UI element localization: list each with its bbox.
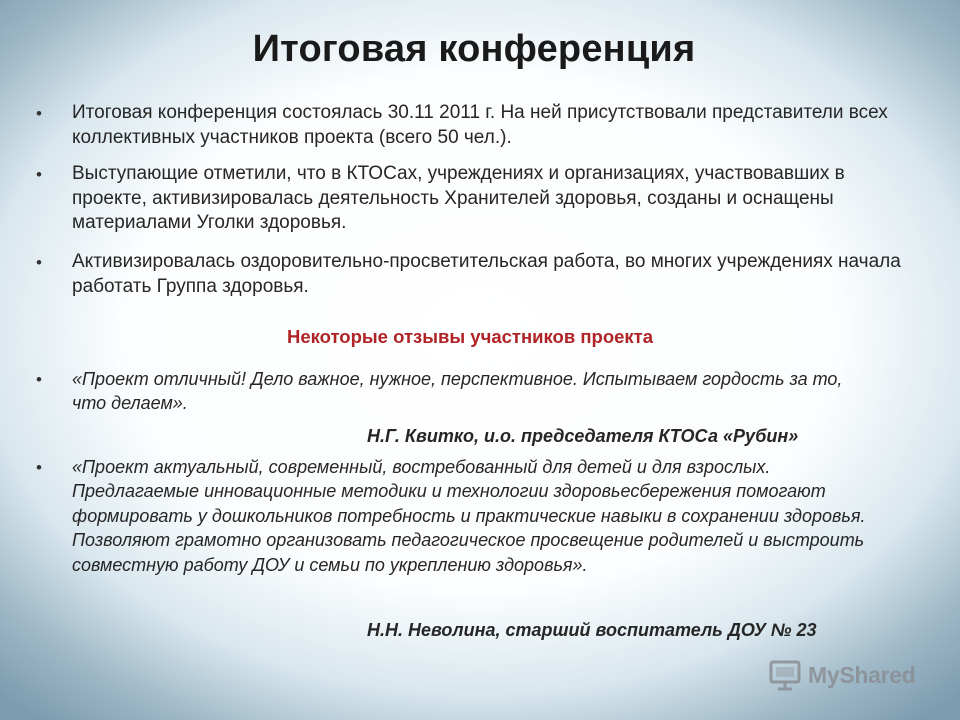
bullet-text: Итоговая конференция состоялась 30.11 2011 г. На ней присутствовали представители всех коллективных участников проекта (всего 50 чел.). <box>72 102 888 148</box>
reviews-heading: Некоторые отзывы участников проекта <box>286 326 654 347</box>
presentation-board-icon <box>768 658 802 692</box>
bullet-text: Активизировалась оздоровительно-просветительская работа, во многих учреждениях начала работать Группа здоровья. <box>72 251 901 297</box>
bullet-icon: • <box>36 253 42 272</box>
bullet-icon: • <box>36 104 42 123</box>
review-author: Н.Г. Квитко, и.о. председателя КТОСа «Рубин» <box>367 426 799 446</box>
bullet-text: Выступающие отметили, что в КТОСах, учреждениях и организациях, участвовавших в проекте, активизировалась деятельность Хранителей здоровья, созданы и оснащены материалами Уголки здоровья. <box>72 163 845 233</box>
bullet-icon: • <box>36 458 42 477</box>
review-quote: «Проект отличный! Дело важное, нужное, перспективное. Испытываем гордость за то, что делаем». <box>72 369 843 414</box>
review-author: Н.Н. Неволина, старший воспитатель ДОУ № 23 <box>367 620 817 640</box>
bullet-icon: • <box>36 165 42 184</box>
review-quote: «Проект актуальный, современный, востребованный для детей и для взрослых. Предлагаемые инновационные методики и технологии здоровьесбережения помогают формировать у дошкольников потребность и практические навыки в сохранении здоровья. Позволяют грамотно организовать педагогическое просвещение родителей и выстроить совместную работу ДОУ и семьи по укреплению здоровья». <box>72 457 866 575</box>
myshared-watermark <box>768 657 916 693</box>
slide-title: Итоговая конференция <box>252 28 696 70</box>
watermark-text: MyShared <box>808 661 916 688</box>
bullet-icon: • <box>36 370 42 389</box>
